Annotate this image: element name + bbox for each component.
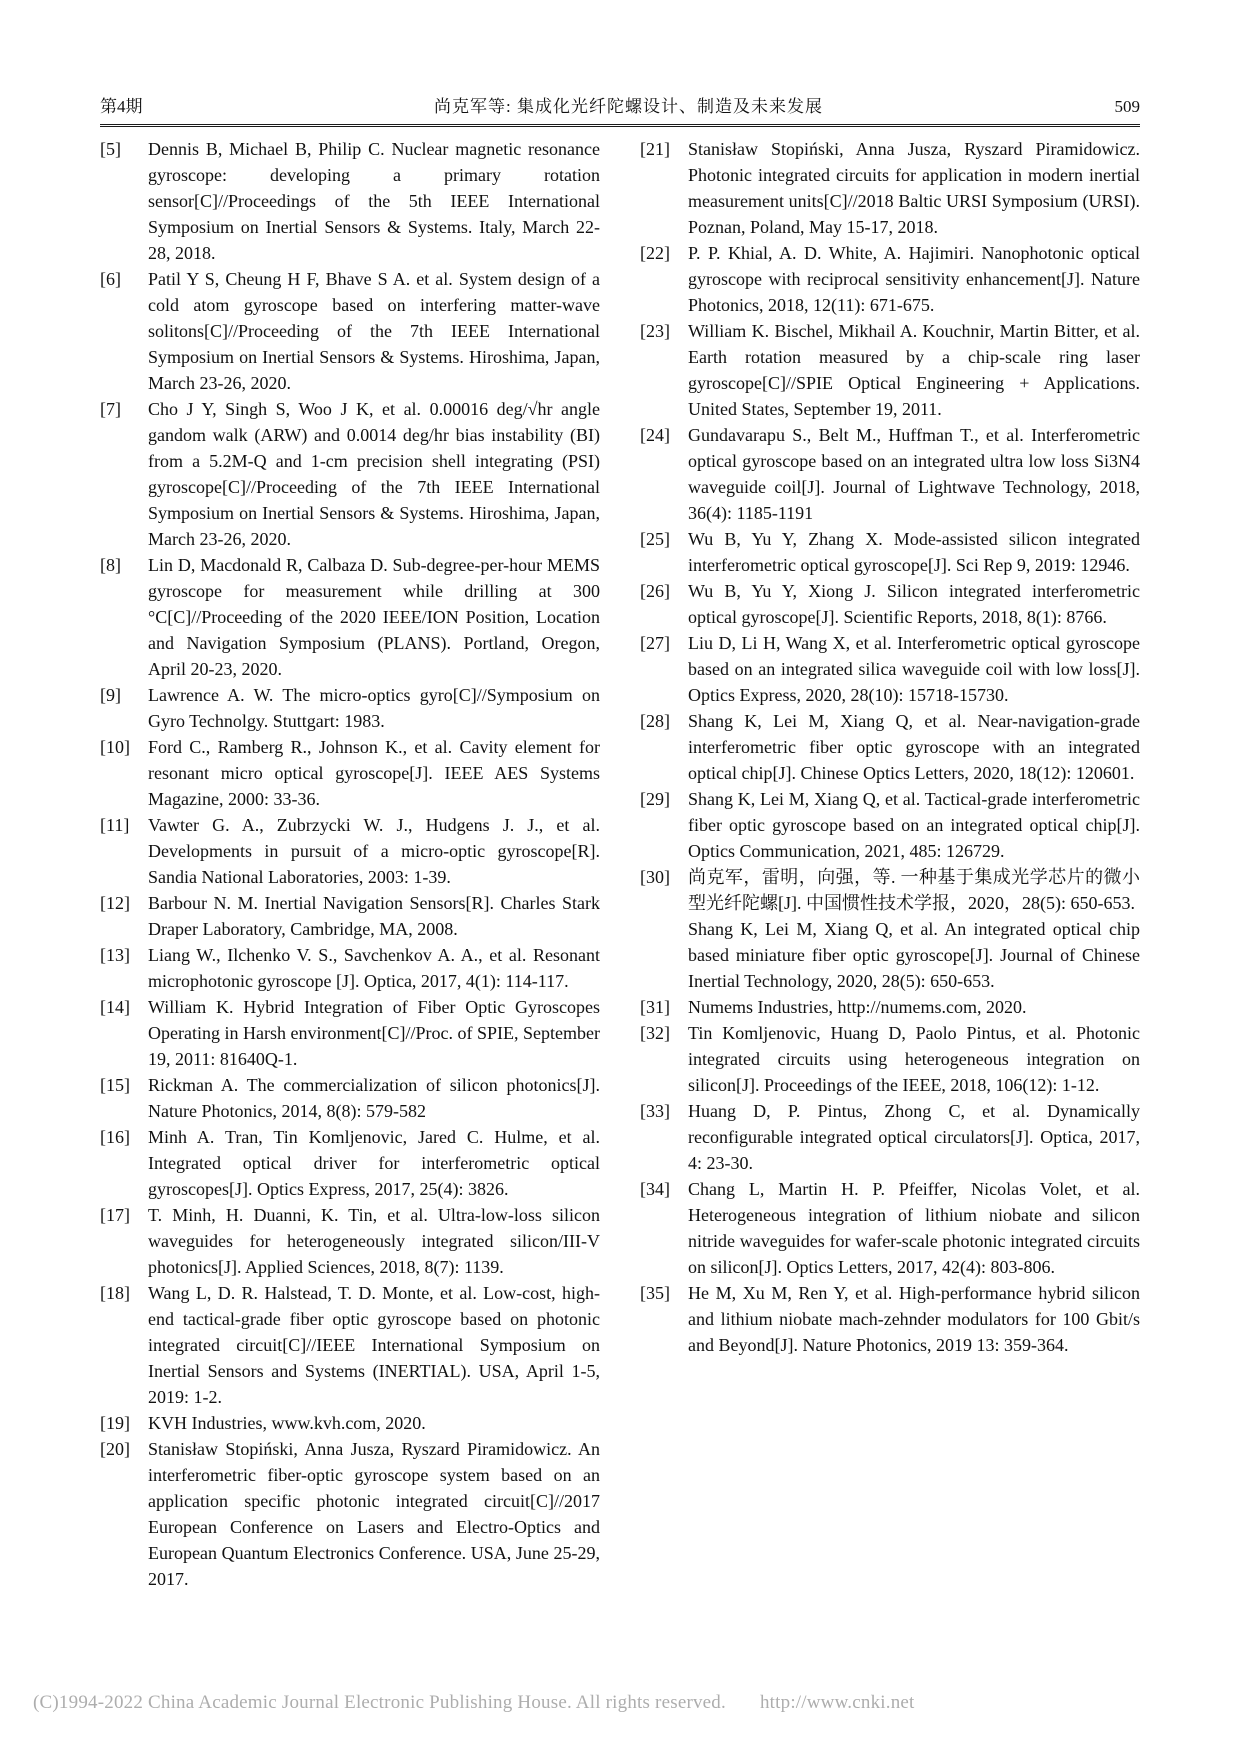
references-right-column: [640, 136, 1140, 1592]
reference-label: [34]: [640, 1179, 670, 1199]
page-header: [100, 92, 1140, 118]
reference-label: [31]: [640, 997, 670, 1017]
reference-text: Vawter G. A., Zubrzycki W. J., Hudgens J. J., et al. Developments in pursuit of a micro-optic gyroscope[R]. Sandia National Laboratories, 2003: 1-39.: [148, 815, 600, 887]
reference-item: [100, 136, 600, 266]
reference-label: [33]: [640, 1101, 670, 1121]
reference-label: [8]: [100, 555, 121, 575]
reference-label: [6]: [100, 269, 121, 289]
reference-label: [9]: [100, 685, 121, 705]
reference-text: Tin Komljenovic, Huang D, Paolo Pintus, et al. Photonic integrated circuits using heterogeneous integration on silicon[J]. Proceedings of the IEEE, 2018, 106(12): 1-12.: [688, 1023, 1140, 1095]
reference-item: [640, 1098, 1140, 1176]
reference-text: T. Minh, H. Duanni, K. Tin, et al. Ultra-low-loss silicon waveguides for heterogeneously integrated silicon/III-V photonics[J]. Applied Sciences, 2018, 8(7): 1139.: [148, 1205, 600, 1277]
reference-label: [29]: [640, 789, 670, 809]
page-footer: [33, 1692, 1213, 1714]
reference-item: [100, 1280, 600, 1410]
header-double-rule: [100, 124, 1140, 127]
reference-label: [5]: [100, 139, 121, 159]
reference-text: Huang D, P. Pintus, Zhong C, et al. Dynamically reconfigurable integrated optical circulators[J]. Optica, 2017, 4: 23-30.: [688, 1101, 1140, 1173]
reference-item: [100, 266, 600, 396]
reference-label: [24]: [640, 425, 670, 445]
reference-item: [100, 552, 600, 682]
reference-text: Liu D, Li H, Wang X, et al. Interferometric optical gyroscope based on an integrated silica waveguide coil with low loss[J]. Optics Express, 2020, 28(10): 15718-15730.: [688, 633, 1140, 705]
reference-label: [27]: [640, 633, 670, 653]
reference-item: [640, 1280, 1140, 1358]
reference-item: [100, 1072, 600, 1124]
reference-text: 尚克军，雷明，向强，等. 一种基于集成光学芯片的微小型光纤陀螺[J]. 中国惯性技术学报，2020，28(5): 650-653.: [688, 867, 1140, 913]
reference-item: [640, 422, 1140, 526]
reference-text: Stanisław Stopiński, Anna Jusza, Ryszard Piramidowicz. An interferometric fiber-optic gyroscope system based on an application specific photonic integrated circuit[C]//2017 European Conference on Lasers and Electro-Optics and European Quantum Electronics Conference. USA, June 25-29, 2017.: [148, 1439, 600, 1589]
reference-item: [640, 630, 1140, 708]
reference-text: Minh A. Tran, Tin Komljenovic, Jared C. Hulme, et al. Integrated optical driver for interferometric optical gyroscopes[J]. Optics Express, 2017, 25(4): 3826.: [148, 1127, 600, 1199]
reference-item: [640, 864, 1140, 916]
reference-text: William K. Bischel, Mikhail A. Kouchnir, Martin Bitter, et al. Earth rotation measured by a chip-scale ring laser gyroscope[C]//SPIE Optical Engineering + Applications. United States, September 19, 2011.: [688, 321, 1140, 419]
reference-label: [13]: [100, 945, 130, 965]
reference-item: [100, 812, 600, 890]
reference-label: [19]: [100, 1413, 130, 1433]
reference-text: Gundavarapu S., Belt M., Huffman T., et al. Interferometric optical gyroscope based on an integrated ultra low loss Si3N4 waveguide coil[J]. Journal of Lightwave Technology, 2018, 36(4): 1185-1191: [688, 425, 1140, 523]
reference-item: [100, 1410, 600, 1436]
reference-item: [100, 396, 600, 552]
reference-text: P. P. Khial, A. D. White, A. Hajimiri. Nanophotonic optical gyroscope with reciprocal sensitivity enhancement[J]. Nature Photonics, 2018, 12(11): 671-675.: [688, 243, 1140, 315]
reference-item: [100, 1202, 600, 1280]
running-title: 尚克军等: 集成化光纤陀螺设计、制造及未来发展: [434, 97, 823, 116]
reference-text: Chang L, Martin H. P. Pfeiffer, Nicolas Volet, et al. Heterogeneous integration of lithium niobate and silicon nitride waveguides for wafer-scale photonic integrated circuits on silicon[J]. Optics Letters, 2017, 42(4): 803-806.: [688, 1179, 1140, 1277]
reference-item: [100, 734, 600, 812]
reference-item: [100, 1124, 600, 1202]
reference-text: Shang K, Lei M, Xiang Q, et al. An integrated optical chip based miniature fiber optic gyroscope[J]. Journal of Chinese Inertial Technology, 2020, 28(5): 650-653.: [688, 919, 1140, 991]
journal-issue-label: 第4期: [100, 97, 143, 116]
reference-item: [640, 578, 1140, 630]
reference-text: Numems Industries, http://numems.com, 2020.: [688, 997, 1027, 1017]
reference-label: [20]: [100, 1439, 130, 1459]
reference-label: [21]: [640, 139, 670, 159]
references-left-column: [100, 136, 600, 1592]
reference-item: [640, 240, 1140, 318]
reference-item: [640, 994, 1140, 1020]
reference-text: Lawrence A. W. The micro-optics gyro[C]//Symposium on Gyro Technolgy. Stuttgart: 1983.: [148, 685, 600, 731]
reference-item: [640, 708, 1140, 786]
reference-text: Stanisław Stopiński, Anna Jusza, Ryszard Piramidowicz. Photonic integrated circuits for application in modern inertial measurement units[C]//2018 Baltic URSI Symposium (URSI). Poznan, Poland, May 15-17, 2018.: [688, 139, 1140, 237]
reference-text: Liang W., Ilchenko V. S., Savchenkov A. A., et al. Resonant microphotonic gyroscope [J]. Optica, 2017, 4(1): 114-117.: [148, 945, 600, 991]
reference-item: [640, 318, 1140, 422]
reference-label: [15]: [100, 1075, 130, 1095]
reference-text: KVH Industries, www.kvh.com, 2020.: [148, 1413, 426, 1433]
reference-text: William K. Hybrid Integration of Fiber Optic Gyroscopes Operating in Harsh environment[C]//Proc. of SPIE, September 19, 2011: 81640Q-1.: [148, 997, 600, 1069]
reference-label: [11]: [100, 815, 130, 835]
reference-label: [10]: [100, 737, 130, 757]
reference-label: [12]: [100, 893, 130, 913]
reference-label: [23]: [640, 321, 670, 341]
reference-item: [640, 526, 1140, 578]
reference-text: Wu B, Yu Y, Xiong J. Silicon integrated interferometric optical gyroscope[J]. Scientific Reports, 2018, 8(1): 8766.: [688, 581, 1140, 627]
reference-label: [30]: [640, 867, 670, 887]
reference-text: Dennis B, Michael B, Philip C. Nuclear magnetic resonance gyroscope: developing a primary rotation sensor[C]//Proceedings of the 5th IEEE International Symposium on Inertial Sensors & Systems. Italy, March 22-28, 2018.: [148, 139, 600, 263]
reference-text: He M, Xu M, Ren Y, et al. High-performance hybrid silicon and lithium niobate mach-zehnder modulators for 100 Gbit/s and Beyond[J]. Nature Photonics, 2019 13: 359-364.: [688, 1283, 1140, 1355]
reference-label: [25]: [640, 529, 670, 549]
reference-item: [100, 994, 600, 1072]
reference-text: Ford C., Ramberg R., Johnson K., et al. Cavity element for resonant micro optical gyroscope[J]. IEEE AES Systems Magazine, 2000: 33-36.: [148, 737, 600, 809]
reference-text: Rickman A. The commercialization of silicon photonics[J]. Nature Photonics, 2014, 8(8): 579-582: [148, 1075, 600, 1121]
reference-label: [7]: [100, 399, 121, 419]
reference-label: [16]: [100, 1127, 130, 1147]
reference-label: [17]: [100, 1205, 130, 1225]
reference-label: [22]: [640, 243, 670, 263]
reference-item: [640, 1176, 1140, 1280]
reference-label: [14]: [100, 997, 130, 1017]
reference-item: [640, 786, 1140, 864]
reference-item: [640, 1020, 1140, 1098]
reference-text: Wu B, Yu Y, Zhang X. Mode-assisted silicon integrated interferometric optical gyroscope[J]. Sci Rep 9, 2019: 12946.: [688, 529, 1140, 575]
references-section: [100, 136, 1140, 1592]
reference-text: Shang K, Lei M, Xiang Q, et al. Tactical-grade interferometric fiber optic gyroscope based on an integrated optical chip[J]. Optics Communication, 2021, 485: 126729.: [688, 789, 1140, 861]
reference-text: Wang L, D. R. Halstead, T. D. Monte, et al. Low-cost, high-end tactical-grade fiber optic gyroscope based on photonic integrated circuit[C]//IEEE International Symposium on Inertial Sensors and Systems (INERTIAL). USA, April 1-5, 2019: 1-2.: [148, 1283, 600, 1407]
reference-item: [640, 136, 1140, 240]
reference-text: Shang K, Lei M, Xiang Q, et al. Near-navigation-grade interferometric fiber optic gyroscope with an integrated optical chip[J]. Chinese Optics Letters, 2020, 18(12): 120601.: [688, 711, 1140, 783]
reference-text: Patil Y S, Cheung H F, Bhave S A. et al. System design of a cold atom gyroscope based on interfering matter-wave solitons[C]//Proceeding of the 7th IEEE International Symposium on Inertial Sensors & Systems. Hiroshima, Japan, March 23-26, 2020.: [148, 269, 600, 393]
reference-text: Barbour N. M. Inertial Navigation Sensors[R]. Charles Stark Draper Laboratory, Cambridge, MA, 2008.: [148, 893, 600, 939]
reference-item: [640, 916, 1140, 994]
page-number: 509: [1114, 97, 1140, 116]
reference-item: [100, 942, 600, 994]
reference-item: [100, 682, 600, 734]
reference-item: [100, 1436, 600, 1592]
copyright-text: (C)1994-2022 China Academic Journal Electronic Publishing House. All rights reserved.: [33, 1692, 726, 1713]
reference-label: [32]: [640, 1023, 670, 1043]
reference-item: [100, 890, 600, 942]
reference-label: [28]: [640, 711, 670, 731]
reference-label: [18]: [100, 1283, 130, 1303]
reference-label: [26]: [640, 581, 670, 601]
reference-text: Lin D, Macdonald R, Calbaza D. Sub-degree-per-hour MEMS gyroscope for measurement while drilling at 300 °C[C]//Proceeding of the 2020 IEEE/ION Position, Location and Navigation Symposium (PLANS). Portland, Oregon, April 20-23, 2020.: [148, 555, 600, 679]
publisher-url: http://www.cnki.net: [759, 1692, 915, 1713]
reference-label: [35]: [640, 1283, 670, 1303]
reference-text: Cho J Y, Singh S, Woo J K, et al. 0.00016 deg/√hr angle gandom walk (ARW) and 0.0014 deg/hr bias instability (BI) from a 5.2M-Q and 1-cm precision shell integrating (PSI) gyroscope[C]//Proceeding of the 7th IEEE International Symposium on Inertial Sensors & Systems. Hiroshima, Japan, March 23-26, 2020.: [148, 399, 600, 549]
